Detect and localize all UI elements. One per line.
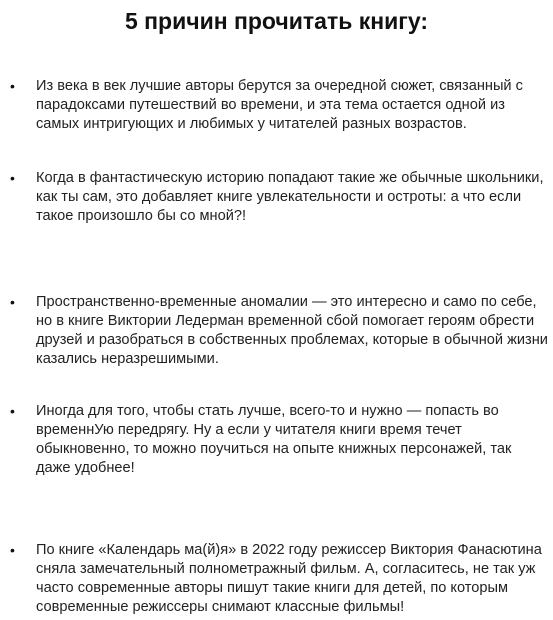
bullet-icon: • — [10, 294, 15, 310]
reason-text-3: Пространственно-временные аномалии — это интересно и само по себе, но в книге Виктории Ледерман временной сбой помогает героям обрести друзей и разобраться в собственных проблемах, которые в обычной жизни казались неразрешимыми. — [36, 294, 548, 367]
bullet-icon: • — [10, 170, 15, 186]
reason-item-2 — [10, 169, 548, 226]
reason-text-5: По книге «Календарь ма(й)я» в 2022 году режиссер Виктория Фанасютина сняла замечательный полнометражный фильм. А, согласитесь, не так уж часто современные авторы пишут такие книги для детей, по которым современные режиссеры снимают классные фильмы! — [36, 542, 542, 615]
bullet-icon: • — [10, 403, 15, 419]
reason-item-5 — [10, 541, 548, 617]
reason-text-1: Из века в век лучшие авторы берутся за очередной сюжет, связанный с парадоксами путешествий во времени, и эта тема остается одной из самых интригующих и любимых у читателей разных возрастов. — [36, 78, 523, 132]
bullet-icon: • — [10, 78, 15, 94]
reason-item-1 — [10, 77, 548, 134]
reason-item-4 — [10, 402, 548, 478]
reason-text-2: Когда в фантастическую историю попадают такие же обычные школьники, как ты сам, это добавляет книге увлекательности и остроты: а что если такое произошло бы со мной?! — [36, 170, 544, 224]
reason-text-4: Иногда для того, чтобы стать лучше, всего-то и нужно — попасть во временнУю передрягу. Ну а если у читателя книги время течет обыкновенно, то можно поучиться на опыте книжных персонажей, так даже удобнее! — [36, 403, 512, 476]
bullet-icon: • — [10, 542, 15, 558]
reason-item-3 — [10, 293, 548, 369]
page-title: 5 причин прочитать книгу: — [124, 8, 429, 34]
